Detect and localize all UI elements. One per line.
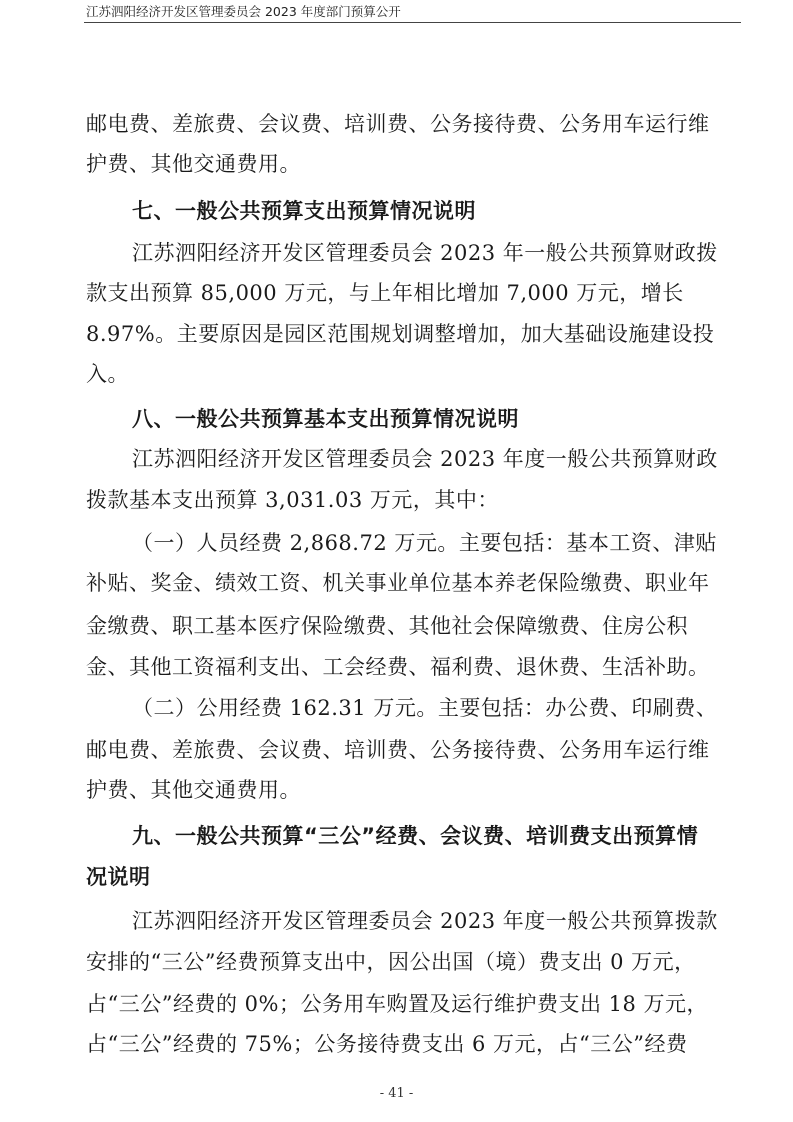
paragraph-line: （二）公用经费 162.31 万元。主要包括：办公费、印刷费、 — [132, 696, 718, 720]
paragraph-line: 占“三公”经费的 75%；公务接待费支出 6 万元，占“三公”经费 — [86, 1032, 688, 1056]
paragraph-line: 邮电费、差旅费、会议费、培训费、公务接待费、公务用车运行维 — [86, 112, 710, 136]
paragraph-line: 安排的“三公”经费预算支出中，因公出国（境）费支出 0 万元， — [86, 950, 696, 974]
paragraph-line: 江苏泗阳经济开发区管理委员会 2023 年度一般公共预算拨款 — [132, 909, 718, 933]
paragraph-line: 入。 — [86, 362, 129, 386]
paragraph-line: 金缴费、职工基本医疗保险缴费、其他社会保障缴费、住房公积 — [86, 614, 688, 638]
paragraph-line: 占“三公”经费的 0%；公务用车购置及运行维护费支出 18 万元， — [86, 992, 709, 1016]
paragraph-line: 金、其他工资福利支出、工会经费、福利费、退休费、生活补助。 — [86, 655, 710, 679]
paragraph-line: 款支出预算 85,000 万元，与上年相比增加 7,000 万元，增长 — [86, 281, 684, 305]
paragraph-line: 江苏泗阳经济开发区管理委员会 2023 年一般公共预算财政拨 — [132, 241, 718, 265]
section-heading-9: 九、一般公共预算“三公”经费、会议费、培训费支出预算情 — [132, 824, 699, 848]
paragraph-line: 补贴、奖金、绩效工资、机关事业单位基本养老保险缴费、职业年 — [86, 571, 710, 595]
paragraph-line: 8.97%。主要原因是园区范围规划调整增加，加大基础设施建设投 — [86, 322, 715, 346]
paragraph-line: 护费、其他交通费用。 — [86, 778, 301, 802]
section-heading-9-cont: 况说明 — [86, 865, 151, 889]
page-number: - 41 - — [379, 1086, 414, 1101]
paragraph-line: 江苏泗阳经济开发区管理委员会 2023 年度一般公共预算财政 — [132, 447, 718, 471]
paragraph-line: 护费、其他交通费用。 — [86, 152, 301, 176]
section-heading-8: 八、一般公共预算基本支出预算情况说明 — [132, 407, 519, 431]
running-header: 江苏泗阳经济开发区管理委员会 2023 年度部门预算公开 — [86, 4, 401, 19]
header-divider — [84, 22, 741, 23]
paragraph-line: 拨款基本支出预算 3,031.03 万元，其中： — [86, 488, 499, 512]
paragraph-line: 邮电费、差旅费、会议费、培训费、公务接待费、公务用车运行维 — [86, 738, 710, 762]
section-heading-7: 七、一般公共预算支出预算情况说明 — [132, 199, 476, 223]
paragraph-line: （一）人员经费 2,868.72 万元。主要包括：基本工资、津贴 — [132, 531, 717, 555]
